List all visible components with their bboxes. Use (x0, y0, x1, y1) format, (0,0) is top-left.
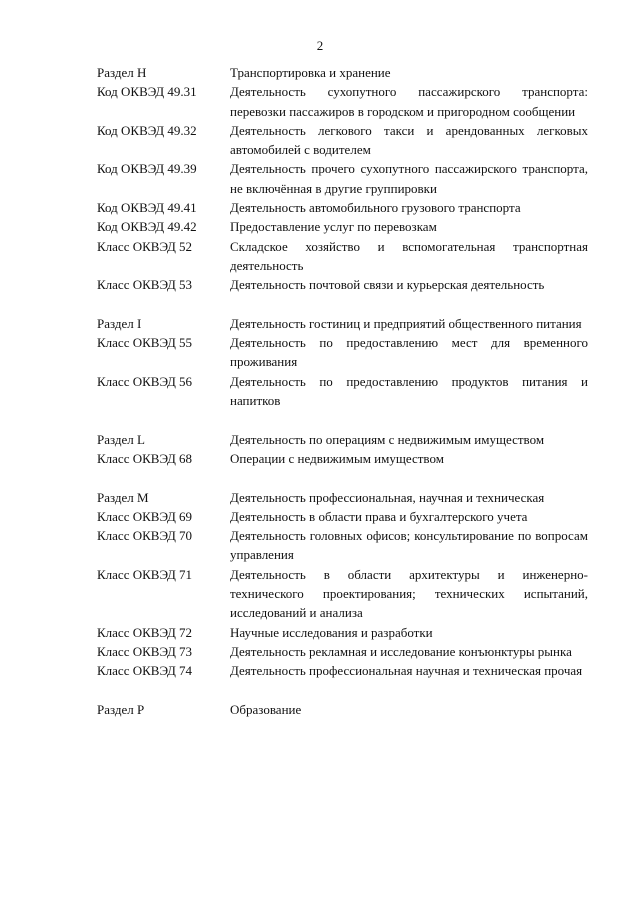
okved-description: Деятельность по предоставлению продуктов питания и напитков (230, 373, 588, 409)
list-row (97, 237, 588, 276)
list-row-section-p (97, 700, 588, 719)
okved-code: Код ОКВЭД 49.31 (97, 84, 197, 100)
list-row (97, 449, 588, 468)
list-row-section-i (97, 314, 588, 333)
okved-description: Складское хозяйство и вспомогательная транспортная деятельность (230, 238, 588, 273)
okved-description: Деятельность прочего сухопутного пассажирского транспорта, не включённая в другие группировки (230, 161, 588, 196)
list-row (97, 642, 588, 661)
section-title: Деятельность по операциям с недвижимым имуществом (230, 431, 545, 447)
list-row (97, 333, 588, 372)
okved-description: Научные исследования и разработки (230, 624, 433, 640)
list-row (97, 217, 588, 236)
list-row (97, 198, 588, 217)
page-number: 2 (316, 38, 324, 53)
list-row (97, 526, 588, 565)
list-row (97, 372, 588, 411)
section-spacer (97, 410, 588, 429)
okved-description: Деятельность головных офисов; консультирование по вопросам управления (230, 528, 588, 563)
okved-code: Класс ОКВЭД 55 (97, 335, 193, 351)
list-row-section-m (97, 488, 588, 507)
section-code: Раздел L (97, 431, 145, 447)
okved-code: Код ОКВЭД 49.32 (97, 122, 197, 138)
section-spacer (97, 295, 588, 314)
section-title: Образование (230, 701, 302, 717)
okved-description: Операции с недвижимым имуществом (230, 450, 444, 466)
okved-code: Класс ОКВЭД 69 (97, 508, 193, 524)
okved-code: Класс ОКВЭД 72 (97, 624, 193, 640)
okved-code: Код ОКВЭД 49.42 (97, 219, 197, 235)
okved-code: Класс ОКВЭД 74 (97, 663, 193, 679)
classification-list (97, 63, 588, 719)
okved-description: Деятельность почтовой связи и курьерская деятельность (230, 277, 545, 293)
section-title: Транспортировка и хранение (230, 65, 391, 80)
section-title: Деятельность гостиниц и предприятий общественного питания (230, 315, 582, 331)
section-code: Раздел H (97, 65, 147, 80)
list-row-section-l (97, 430, 588, 449)
okved-description: Предоставление услуг по перевозкам (230, 219, 437, 235)
section-title: Деятельность профессиональная, научная и техническая (230, 489, 545, 505)
okved-description: Деятельность профессиональная научная и техническая прочая (230, 663, 583, 679)
okved-code: Класс ОКВЭД 52 (97, 238, 193, 254)
okved-description: Деятельность легкового такси и арендованных легковых автомобилей с водителем (230, 122, 588, 158)
list-row (97, 565, 588, 623)
list-row (97, 507, 588, 526)
okved-code: Класс ОКВЭД 53 (97, 277, 193, 293)
section-code: Раздел M (97, 489, 149, 505)
okved-code: Код ОКВЭД 49.39 (97, 161, 197, 177)
okved-description: Деятельность по предоставлению мест для временного проживания (230, 335, 588, 370)
section-spacer (97, 468, 588, 487)
list-row (97, 661, 588, 680)
okved-code: Класс ОКВЭД 68 (97, 450, 193, 466)
okved-code: Класс ОКВЭД 71 (97, 566, 193, 582)
okved-description: Деятельность в области права и бухгалтерского учета (230, 508, 528, 524)
list-row (97, 275, 588, 294)
okved-description: Деятельность в области архитектуры и инженерно-технического проектирования; технических испытаний, исследований и анализа (230, 566, 588, 621)
okved-description: Деятельность автомобильного грузового транспорта (230, 200, 521, 216)
list-row-section-h (97, 63, 588, 82)
section-code: Раздел P (97, 701, 145, 717)
list-row (97, 159, 588, 198)
list-row (97, 623, 588, 642)
okved-code: Класс ОКВЭД 73 (97, 643, 193, 659)
list-row (97, 82, 588, 121)
okved-code: Класс ОКВЭД 70 (97, 528, 193, 544)
list-row (97, 121, 588, 160)
section-code: Раздел I (97, 315, 142, 331)
okved-code: Код ОКВЭД 49.41 (97, 200, 197, 216)
okved-description: Деятельность рекламная и исследование конъюнктуры рынка (230, 643, 572, 659)
section-spacer (97, 681, 588, 700)
okved-description: Деятельность сухопутного пассажирского транспорта: перевозки пассажиров в городском и пригородном сообщении (230, 84, 588, 119)
okved-code: Класс ОКВЭД 56 (97, 373, 193, 389)
